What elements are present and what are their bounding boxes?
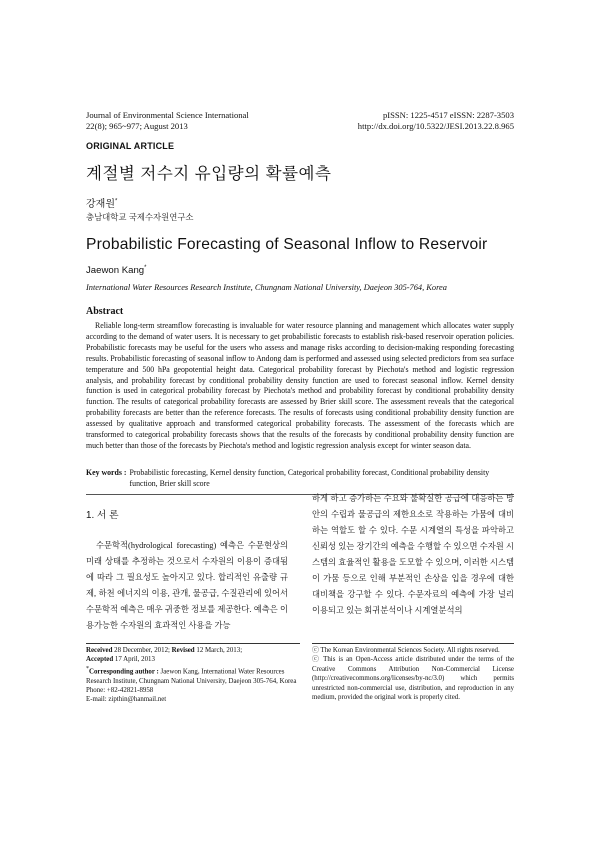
article-history-footnote	[86, 646, 300, 705]
accepted-line	[86, 655, 300, 664]
phone: Phone: +82-42821-8958	[86, 686, 154, 694]
korean-title: 계절별 저수지 유입량의 확률예측	[86, 165, 332, 183]
corr-label: Corresponding author :	[89, 668, 159, 676]
doi-link[interactable]: http://dx.doi.org/10.5322/JESI.2013.22.8.965	[357, 121, 514, 131]
issn: pISSN: 1225-4517 eISSN: 2287-3503	[382, 110, 514, 120]
dates-line	[86, 646, 300, 655]
corr-text: Jaewon Kang, International Water Resources Research Institute, Chungnam National University, Daejeon 305-764, Korea	[86, 668, 297, 685]
body-text-right: 하게 하고 증가하는 수요와 불확실한 공급에 대응하는 방안의 수립과 물공급의 제한요소로 작용하는 가뭄에 대비하는 역할도 할 수 있다. 수문 시계열의 특성을 파악하고 신뢰성 있는 장기간의 예측을 수행할 수 있으면 수자원 시스템의 효율적인 활용을 도모할 수 있으며, 이러한 시스템이 가뭄 등으로 인해 부분적인 손상을 입을 경우에 대한 대비책을 강구할 수 있다. 수문자료의 예측에 가장 널리 이용되고 있는 회귀분석이나 시계열분석의	[312, 494, 514, 615]
corr-mark: *	[86, 665, 89, 672]
section-heading: 1. 서 론	[86, 510, 119, 521]
korean-author-name: 강재원	[86, 199, 115, 210]
revised-label: Revised	[171, 647, 195, 654]
article-type: ORIGINAL ARTICLE	[86, 141, 175, 151]
korean-author	[86, 195, 117, 210]
footnote-divider-left	[86, 643, 300, 644]
corresponding-author	[86, 665, 300, 686]
abstract-text: Reliable long-term streamflow forecasting is invaluable for water resource planning and management which allocates water supply according to the demand of water users. It is necessary to get probabilistic forecasts to establish risk-based reservoir operation policies. Probabilistic forecasts may be useful for the users who assess and manage risks according to decision-making responding forecasting results. Probabilistic forecasting of seasonal inflow to Andong dam is performed and assessed using selected predictors from sea surface temperature and 500 hPa geopotential height data. Categorical probability forecast by Piechota's method and logistic regression analysis, and probability forecast by conditional probability density function are used to forecast seasonal inflow. Kernel density function is used in categorical probability forecast by Piechota's method and probability forecast by conditional probability density function. The results of categorical probability forecasts are assessed by Brier skill score. The assessment reveals that the categorical probability forecasts are better than the reference forecasts. The results of forecasts using conditional probability density function are assessed by qualitative approach and transformed categorical probability forecasts. The assessment of the forecasts which are transformed to categorical probability forecasts shows that the results of the forecasts by conditional probability density function are much better than those of the forecasts by Piechota's method and logistic regression analysis except for winter season data.	[86, 321, 514, 450]
journal-name: Journal of Environmental Science International	[86, 110, 249, 120]
korean-affiliation: 충남대학교 국제수자원연구소	[86, 212, 194, 222]
license-footnote	[312, 646, 514, 702]
abstract-heading: Abstract	[86, 306, 124, 317]
english-title: Probabilistic Forecasting of Seasonal Inflow to Reservoir	[86, 236, 488, 253]
body-text-left: 수문학적(hydrological forecasting) 예측은 수문현상의 미래 상태를 추정하는 것으로서 수자원의 이용이 증대됨에 따라 그 필요성도 높아지고 있다. 합리적인 유출량 규제, 하천 에너지의 이용, 관개, 물공급, 수질관리에 있어서 수문학적 예측은 매우 귀중한 정보를 제공한다. 예측은 이용가능한 수자원의 효과적인 사용을 가능	[86, 541, 288, 630]
english-author-mark: *	[144, 265, 147, 271]
english-author-name: Jaewon Kang	[86, 265, 145, 277]
left-column	[86, 508, 288, 634]
copyright-line: ⓒ The Korean Environmental Sciences Society. All rights reserved.	[312, 647, 500, 654]
accepted-date: 17 April, 2013	[114, 656, 155, 664]
received-date: 28 December, 2012;	[114, 647, 170, 654]
revised-date: 12 March, 2013;	[196, 647, 243, 654]
english-author	[86, 265, 146, 276]
journal-identifiers	[358, 110, 514, 132]
received-label: Received	[86, 647, 113, 654]
email[interactable]: E-mail: zipthin@hanmail.net	[86, 696, 167, 704]
right-column	[312, 491, 514, 619]
korean-author-mark: *	[114, 198, 118, 205]
footnote-divider-right	[312, 643, 514, 644]
keywords-label: Key words :	[86, 468, 127, 477]
accepted-label: Accepted	[86, 656, 114, 664]
keywords	[86, 467, 514, 489]
journal-header	[86, 110, 249, 132]
journal-volume: 22(8); 965~977; August 2013	[86, 121, 188, 131]
keywords-text: Probabilistic forecasting, Kernel density function, Categorical probability forecast, Conditional probability density function, Brier skill score	[129, 468, 490, 488]
english-affiliation: International Water Resources Research Institute, Chungnam National University, Daejeon 305-764, Korea	[86, 283, 447, 292]
license-text: ⓒ This is an Open-Access article distributed under the terms of the Creative Commons Attribution Non-Commercial License (http://creativecommons.org/licenses/by-nc/3.0) which permits unrestricted non-commercial use, distribution, and reproduction in any medium, provided the original work is properly cited.	[312, 656, 514, 702]
